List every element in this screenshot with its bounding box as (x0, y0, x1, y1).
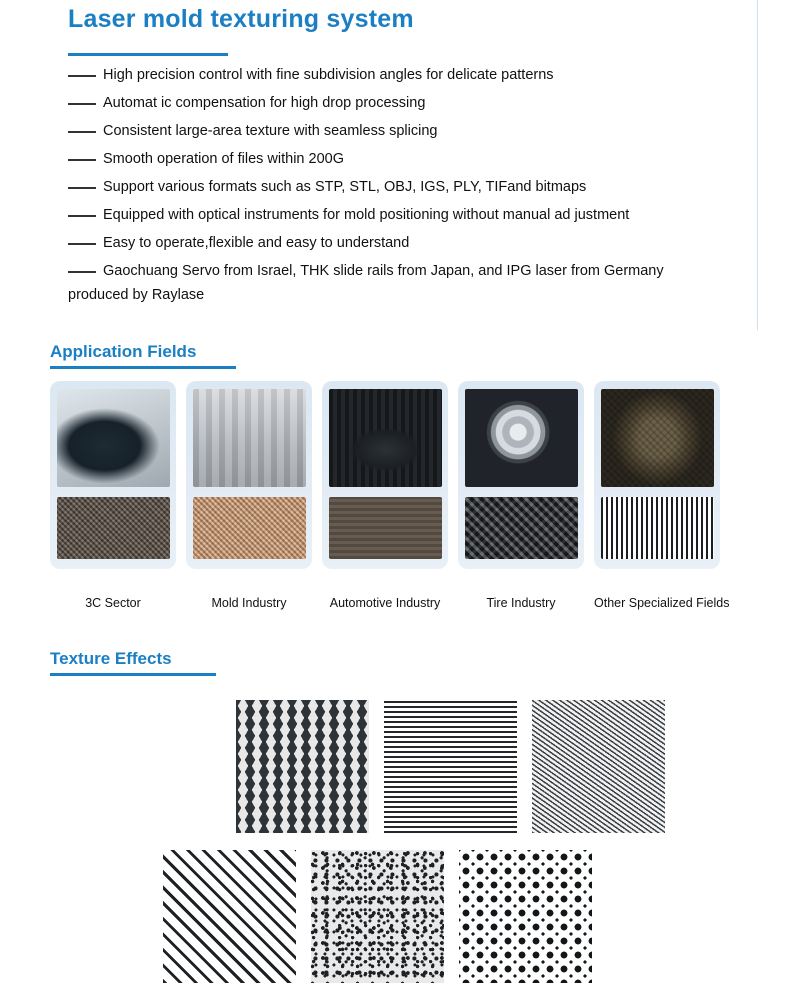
feature-list (68, 66, 748, 305)
application-card (594, 381, 720, 569)
molded-dome-part-photo (601, 389, 714, 487)
texture-swatch-row-1 (88, 700, 665, 833)
texture-swatch-row-2 (163, 850, 592, 983)
application-card (322, 381, 448, 569)
mold-tooling-photo (193, 389, 306, 487)
application-card-label: Tire Industry (486, 596, 556, 610)
application-card (186, 381, 312, 569)
car-console-photo (329, 389, 442, 487)
feature-item (68, 122, 748, 141)
feature-text: Gaochuang Servo from Israel, THK slide rails from Japan, and IPG laser from Germany (103, 263, 664, 279)
dash-icon (68, 159, 96, 161)
feature-item (68, 262, 748, 281)
application-card-label: Mold Industry (211, 596, 287, 610)
patchwork-stripes-swatch (384, 700, 517, 833)
application-card (458, 381, 584, 569)
dash-icon (68, 103, 96, 105)
feature-item (68, 206, 748, 225)
title-underline (68, 53, 228, 56)
grid-blocks-swatch (88, 700, 221, 833)
diamond-lattice-swatch (163, 850, 296, 983)
polka-dot-swatch (459, 850, 592, 983)
dash-icon (68, 271, 96, 273)
feature-item (68, 178, 748, 197)
feature-text: High precision control with fine subdivision angles for delicate patterns (103, 67, 554, 83)
dash-icon (68, 187, 96, 189)
feature-text: Easy to operate,flexible and easy to understand (103, 235, 410, 251)
application-fields-row (50, 381, 750, 569)
feature-continuation: produced by Raylase (68, 287, 205, 303)
random-speckle-swatch (311, 850, 444, 983)
application-card-label: Automotive Industry (329, 596, 441, 610)
feature-text: Equipped with optical instruments for mold positioning without manual ad justment (103, 207, 630, 223)
brown-matte-texture (329, 497, 442, 559)
page-title: Laser mold texturing system (68, 5, 414, 33)
feature-text: Support various formats such as STP, STL, OBJ, IGS, PLY, TIFand bitmaps (103, 179, 587, 195)
feature-text: Smooth operation of files within 200G (103, 151, 344, 167)
feature-text: Consistent large-area texture with seamless splicing (103, 123, 438, 139)
dash-icon (68, 215, 96, 217)
right-edge-rule (757, 0, 758, 330)
dash-icon (68, 243, 96, 245)
fine-line-texture (601, 497, 714, 559)
brown-woven-texture (57, 497, 170, 559)
application-card (50, 381, 176, 569)
3c-electronics-shell-photo (57, 389, 170, 487)
feature-item (68, 234, 748, 253)
tan-woven-texture (193, 497, 306, 559)
texture-effects-underline (50, 673, 216, 676)
feature-text: Automat ic compensation for high drop processing (103, 95, 426, 111)
swirl-hairline-swatch (532, 700, 665, 833)
dash-icon (68, 75, 96, 77)
carbon-tread-texture (465, 497, 578, 559)
application-card-label: Other Specialized Fields (594, 596, 730, 610)
alloy-wheel-photo (465, 389, 578, 487)
feature-item (68, 66, 748, 85)
feature-item (68, 150, 748, 169)
application-card-labels (50, 596, 750, 610)
weave-overlay (601, 389, 714, 487)
dash-icon (68, 131, 96, 133)
triangle-mesh-swatch (236, 700, 369, 833)
texture-effects-heading: Texture Effects (50, 649, 172, 668)
application-fields-underline (50, 366, 236, 369)
application-fields-heading: Application Fields (50, 342, 197, 361)
feature-item (68, 94, 748, 113)
application-card-label: 3C Sector (85, 596, 141, 610)
